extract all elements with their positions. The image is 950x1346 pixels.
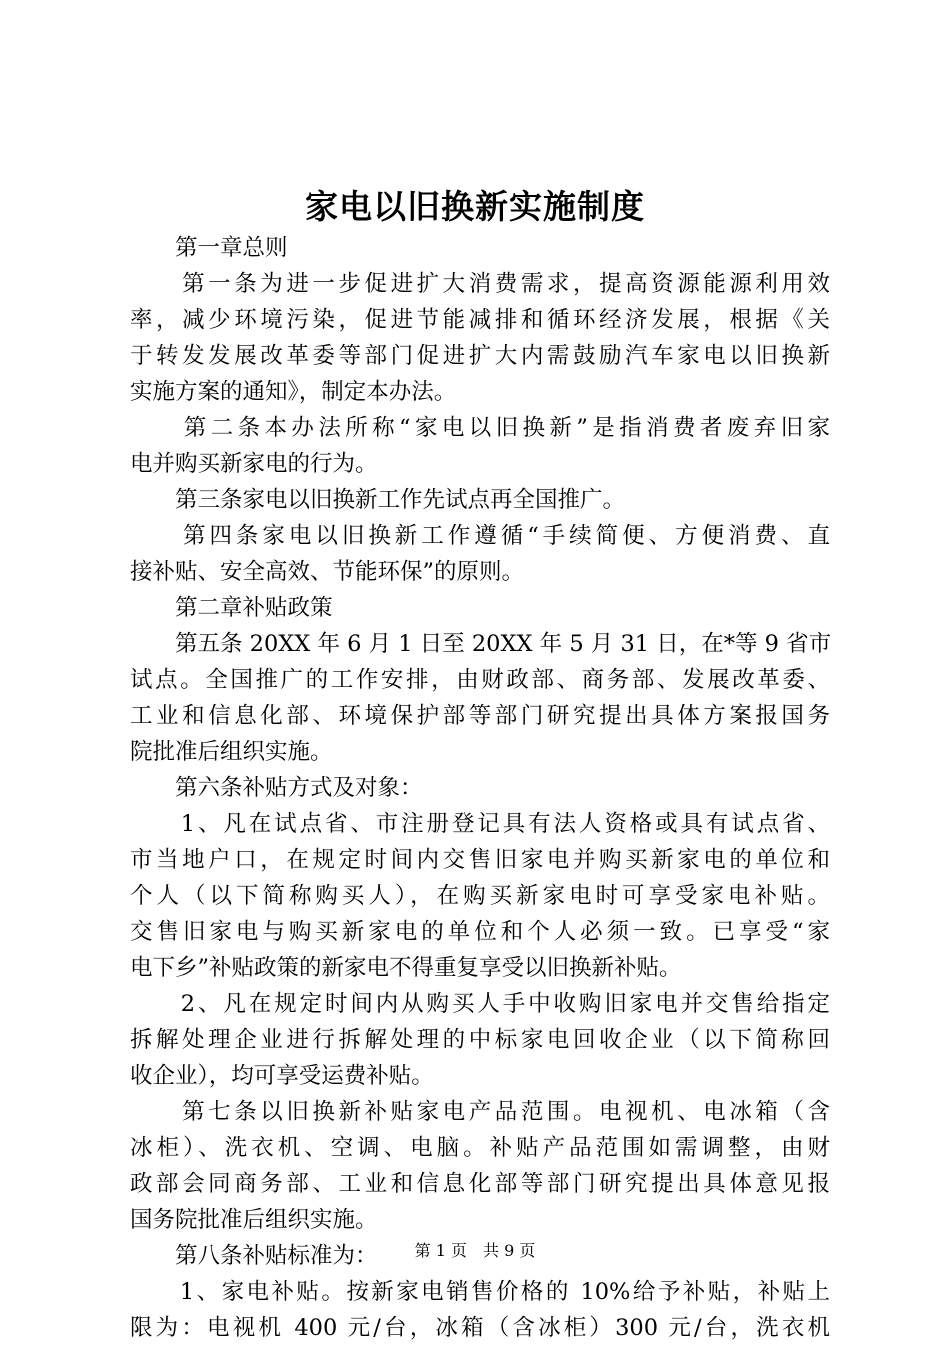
text-line: 个人（以下简称购买人），在购买新家电时可享受家电补贴。 (130, 883, 830, 909)
text-line: 实施方案的通知》，制定本办法。 (130, 379, 457, 405)
text-line: 第二条本办法所称“家电以旧换新”是指消费者废弃旧家 (130, 415, 830, 441)
text-line: 第三条家电以旧换新工作先试点再全国推广。 (130, 487, 626, 513)
text-line: 市当地户口，在规定时间内交售旧家电并购买新家电的单位和 (130, 847, 830, 873)
document-body (130, 230, 830, 1346)
text-line: 试点。全国推广的工作安排，由财政部、商务部、发展改革委、 (130, 667, 830, 693)
text-line: 政部会同商务部、工业和信息化部等部门研究提出具体意见报 (130, 1171, 830, 1197)
text-line: 限为：电视机 400 元/台，冰箱（含冰柜）300 元/台，洗衣机 (130, 1315, 830, 1341)
text-line: 冰柜）、洗衣机、空调、电脑。补贴产品范围如需调整，由财 (130, 1135, 830, 1161)
text-line: 收企业），均可享受运费补贴。 (130, 1063, 434, 1089)
text-line: 第六条补贴方式及对象： (130, 775, 423, 801)
text-line: 国务院批准后组织实施。 (130, 1207, 378, 1233)
text-line: 第一条为进一步促进扩大消费需求，提高资源能源利用效 (130, 271, 830, 297)
text-line: 工业和信息化部、环境保护部等部门研究提出具体方案报国务 (130, 703, 830, 729)
text-line: 接补贴、安全高效、节能环保”的原则。 (130, 559, 525, 585)
text-line: 交售旧家电与购买新家电的单位和个人必须一致。已享受“家 (130, 919, 830, 945)
document-title: 家电以旧换新实施制度 (305, 187, 645, 226)
text-line: 2、凡在规定时间内从购买人手中收购旧家电并交售给指定 (130, 991, 830, 1017)
text-line: 1、家电补贴。按新家电销售价格的 10%给予补贴，补贴上 (130, 1279, 830, 1305)
text-line: 第一章总则 (130, 235, 288, 261)
text-line: 电并购买新家电的行为。 (130, 451, 378, 477)
text-line: 第八条补贴标准为： (130, 1243, 378, 1269)
text-line: 拆解处理企业进行拆解处理的中标家电回收企业（以下简称回 (130, 1027, 830, 1053)
text-line: 1、凡在试点省、市注册登记具有法人资格或具有试点省、 (130, 811, 830, 837)
text-line: 率，减少环境污染，促进节能减排和循环经济发展，根据《关 (130, 307, 830, 333)
text-line: 院批准后组织实施。 (130, 739, 333, 765)
text-line: 第五条 20XX 年 6 月 1 日至 20XX 年 5 月 31 日，在*等 9 省市 (130, 631, 832, 657)
text-line: 第二章补贴政策 (130, 595, 333, 621)
page-footer: 第 1 页 共 9 页 (414, 1241, 536, 1260)
text-line: 于转发发展改革委等部门促进扩大内需鼓励汽车家电以旧换新 (130, 343, 830, 369)
text-line: 第四条家电以旧换新工作遵循“手续简便、方便消费、直 (130, 523, 830, 549)
text-line: 电下乡”补贴政策的新家电不得重复享受以旧换新补贴。 (130, 955, 682, 981)
text-line: 第七条以旧换新补贴家电产品范围。电视机、电冰箱（含 (130, 1099, 830, 1125)
